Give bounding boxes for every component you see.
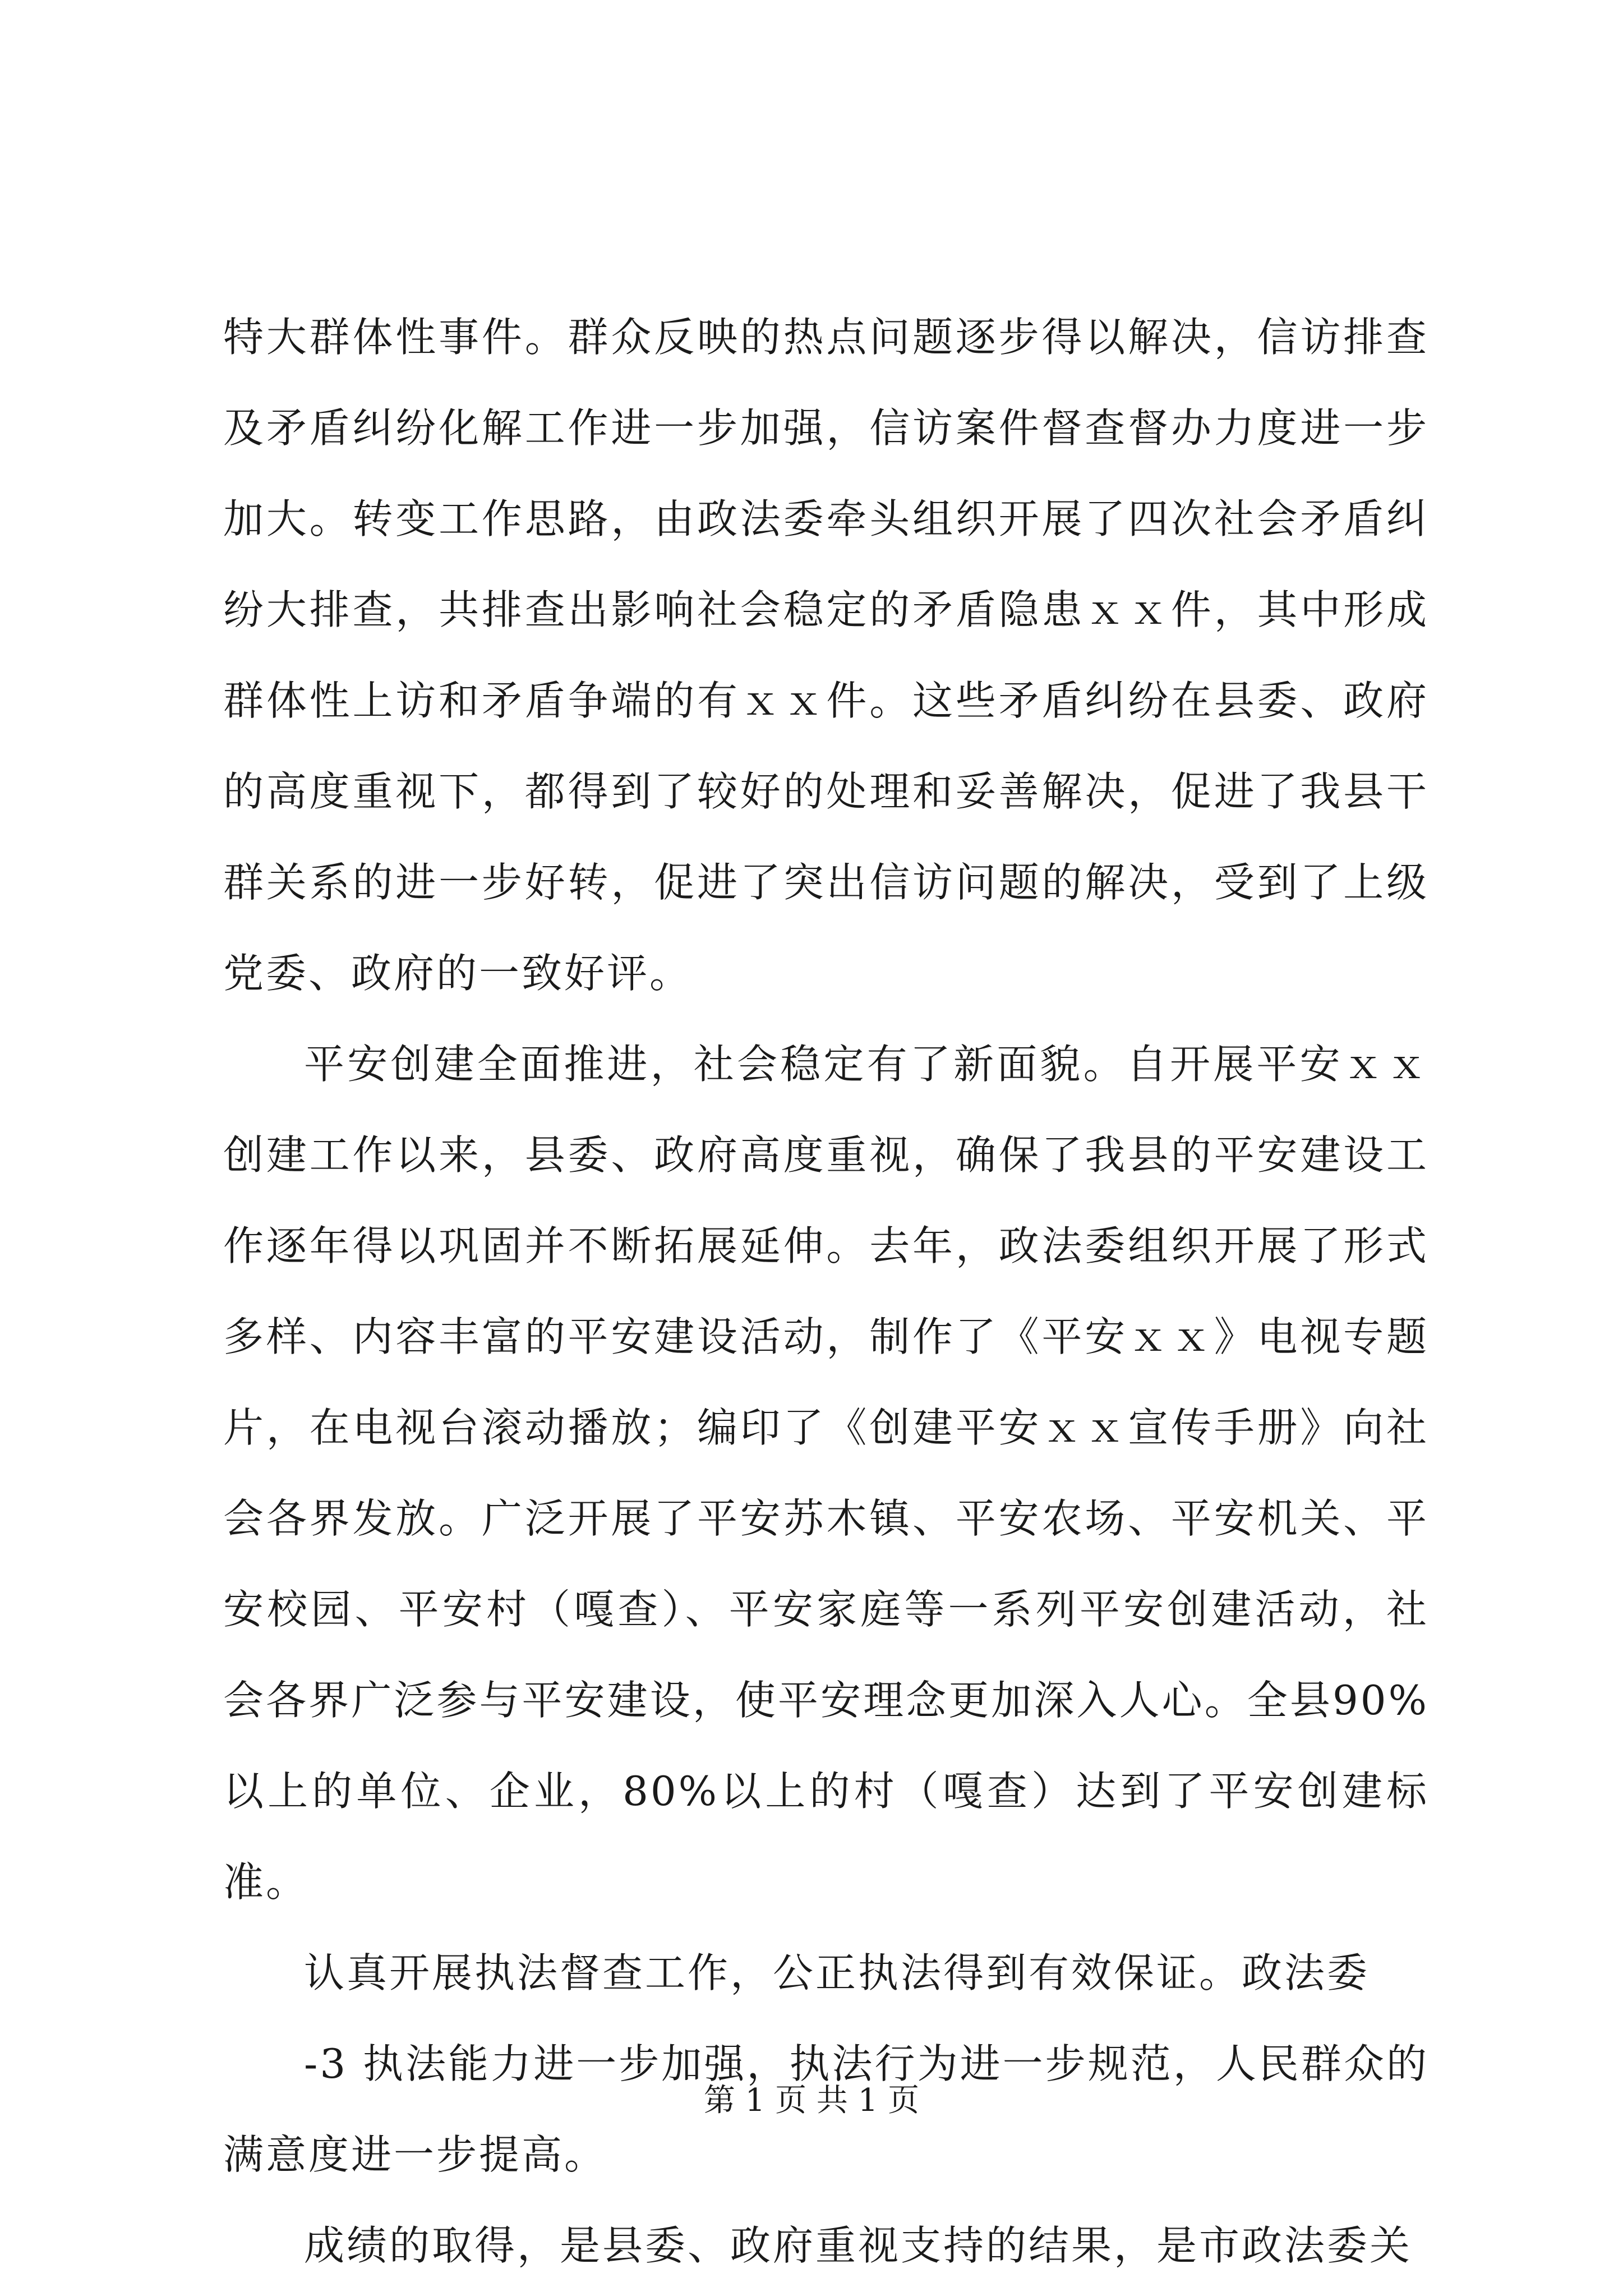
document-body <box>223 292 1429 2291</box>
paragraph-2: 平安创建全面推进，社会稳定有了新面貌。自开展平安ｘｘ创建工作以来，县委、政府高度重视，确保了我县的平安建设工作逐年得以巩固并不断拓展延伸。去年，政法委组织开展了形式多样、内容丰富的平安建设活动，制作了《平安ｘｘ》电视专题片，在电视台滚动播放；编印了《创建平安ｘｘ宣传手册》向社会各界发放。广泛开展了平安苏木镇、平安农场、平安机关、平安校园、平安村（嘎查）、平安家庭等一系列平安创建活动，社会各界广泛参与平安建设，使平安理念更加深入人心。全县90%以上的单位、企业，80%以上的村（嘎查）达到了平安创建标准。 <box>223 1041 1429 1906</box>
paragraph-1: 特大群体性事件。群众反映的热点问题逐步得以解决，信访排查及矛盾纠纷化解工作进一步加强，信访案件督查督办力度进一步加大。转变工作思路，由政法委牵头组织开展了四次社会矛盾纠纷大排查，共排查出影响社会稳定的矛盾隐患ｘｘ件，其中形成群体性上访和矛盾争端的有ｘｘ件。这些矛盾纠纷在县委、政府的高度重视下，都得到了较好的处理和妥善解决，促进了我县干群关系的进一步好转，促进了突出信访问题的解决，受到了上级党委、政府的一致好评。 <box>223 314 1429 997</box>
paragraph-5: 成绩的取得，是县委、政府重视支持的结果，是市政法委关 <box>304 2222 1413 2269</box>
paragraph-4: -3 执法能力进一步加强，执法行为进一步规范，人民群众的满意度进一步提高。 <box>223 2040 1429 2178</box>
paragraph-3: 认真开展执法督查工作，公正执法得到有效保证。政法委 <box>304 1949 1370 1996</box>
page-footer: 第 1 页 共 1 页 <box>703 2082 920 2119</box>
